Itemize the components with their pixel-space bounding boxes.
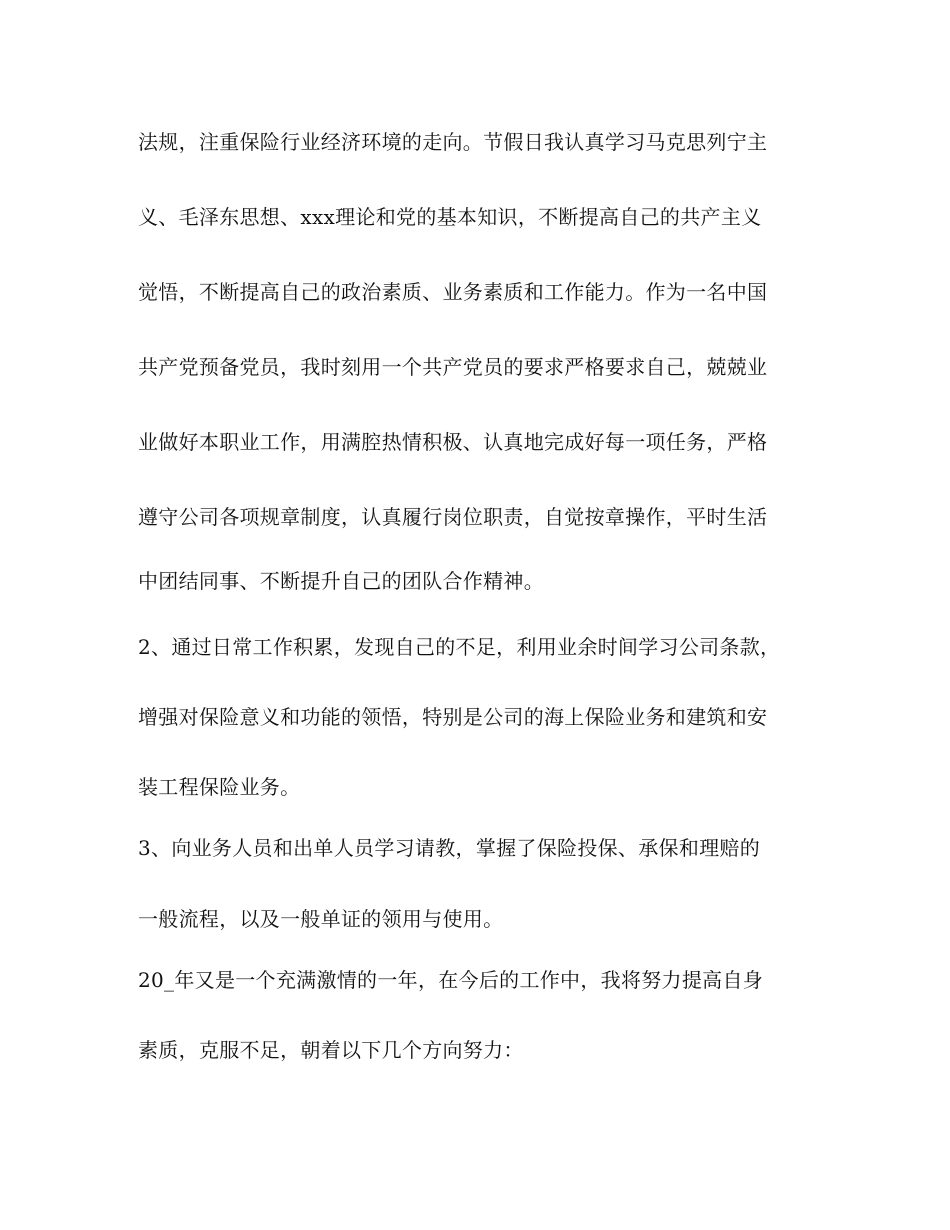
text-line: 法规，注重保险行业经济环境的走向。节假日我认真学习马克思列宁主	[138, 130, 768, 154]
text-line: 素质，克服不足，朝着以下几个方向努力：	[138, 1038, 524, 1062]
text-line: 增强对保险意义和功能的领悟，特别是公司的海上保险业务和建筑和安	[138, 705, 768, 729]
list-item-3: 3、向业务人员和出单人员学习请教，掌握了保险投保、承保和理赔的	[138, 836, 761, 860]
text-line: 遵守公司各项规章制度，认真履行岗位职责，自觉按章操作，平时生活	[138, 505, 768, 529]
text-line: 装工程保险业务。	[138, 775, 301, 799]
text-line: 一般流程，以及一般单证的领用与使用。	[138, 907, 504, 931]
list-item-2: 2、通过日常工作积累，发现自己的不足，利用业余时间学习公司条款，	[138, 635, 781, 659]
text-line: 中团结同事、不断提升自己的团队合作精神。	[138, 569, 544, 593]
paragraph-start: 20_年又是一个充满激情的一年，在今后的工作中，我将努力提高自身	[138, 968, 764, 992]
text-line: 义、毛泽东思想、xxx理论和党的基本知识，不断提高自己的共产主义	[138, 205, 762, 229]
text-line: 觉悟，不断提高自己的政治素质、业务素质和工作能力。作为一名中国	[138, 280, 768, 304]
text-line: 共产党预备党员，我时刻用一个共产党员的要求严格要求自己，兢兢业	[138, 355, 768, 379]
text-line: 业做好本职业工作，用满腔热情积极、认真地完成好每一项任务，严格	[138, 430, 768, 454]
